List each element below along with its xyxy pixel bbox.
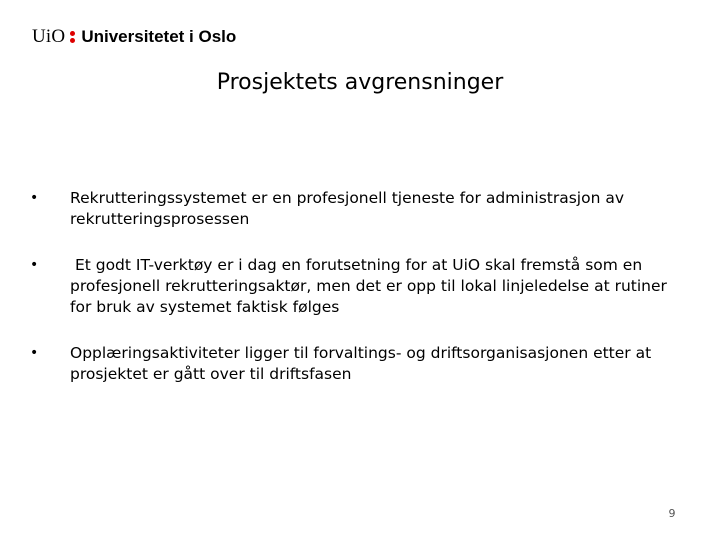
bullet-icon: • — [30, 257, 39, 273]
bullet-list — [30, 188, 690, 385]
bullet-item — [30, 188, 690, 230]
slide-title: Prosjektets avgrensninger — [216, 70, 504, 95]
logo-name-text: Universitetet i Oslo — [81, 27, 237, 46]
bullet-text: Opplæringsaktiviteter ligger til forvaltings- og driftsorganisasjonen etter at prosjektet er gått over til driftsfasen — [70, 344, 657, 383]
logo-short-text: UiO — [32, 26, 66, 47]
bullet-icon: • — [30, 190, 39, 206]
logo-dots-icon — [70, 31, 75, 43]
bullet-item — [30, 343, 690, 385]
bullet-text: Et godt IT-verktøy er i dag en forutsetning for at UiO skal fremstå som en profesjonell rekrutteringsaktør, men det er opp til lokal linjeledelse at rutiner for bruk av systemet faktisk følges — [70, 256, 672, 316]
bullet-item — [30, 255, 690, 318]
page-number: 9 — [668, 507, 676, 520]
bullet-icon: • — [30, 345, 39, 361]
bullet-text: Rekrutteringssystemet er en profesjonell tjeneste for administrasjon av rekrutteringsprosessen — [70, 189, 629, 228]
uio-logo — [32, 26, 236, 48]
